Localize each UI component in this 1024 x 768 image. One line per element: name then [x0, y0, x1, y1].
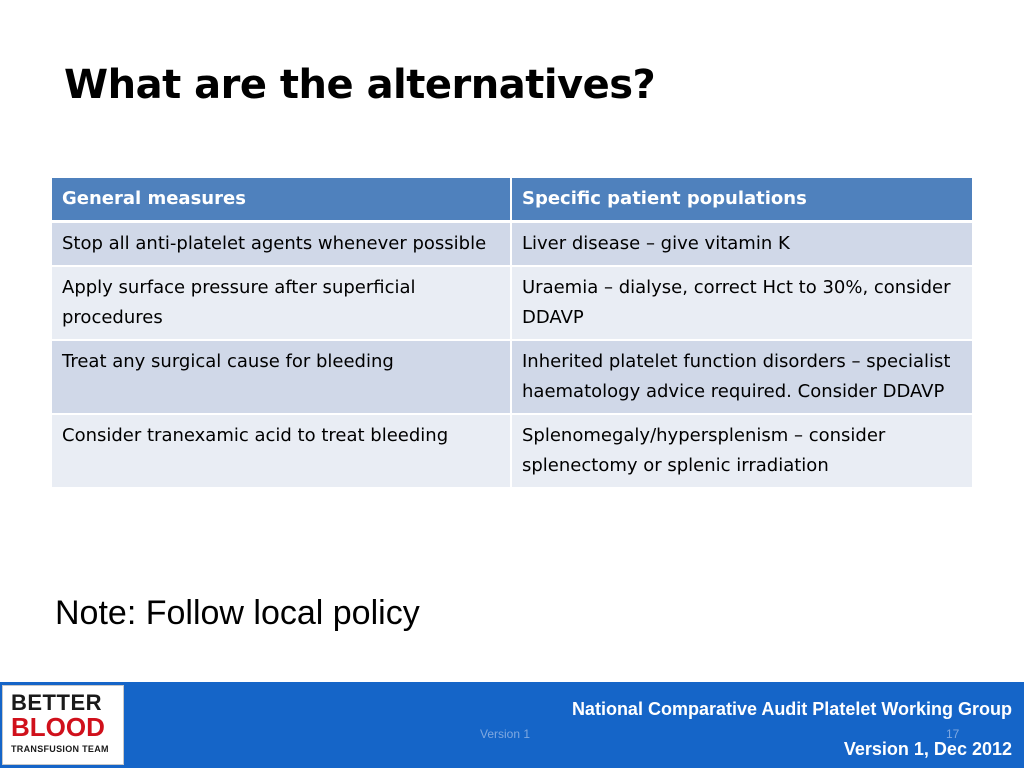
table-row — [52, 341, 972, 415]
footer-group-name: National Comparative Audit Platelet Working Group — [571, 699, 1012, 719]
footer-version-label: Version 1 — [480, 727, 531, 741]
header-general-measures: General measures — [52, 178, 512, 223]
logo-text-transfusion-team: TRANSFUSION TEAM — [11, 744, 109, 754]
logo-text-better: BETTER — [11, 690, 102, 715]
slide-page-number: 17 — [946, 727, 960, 741]
header-specific-patient-populations: Specific patient populations — [512, 178, 972, 223]
table-cell-specific: Liver disease – give vitamin K — [512, 223, 972, 267]
table-cell-general: Stop all anti-platelet agents whenever possible — [52, 223, 512, 267]
table-cell-specific: Inherited platelet function disorders – specialist haematology advice required. Consider DDAVP — [512, 341, 972, 415]
table-cell-specific: Splenomegaly/hypersplenism – consider splenectomy or splenic irradiation — [512, 415, 972, 489]
slide-title: What are the alternatives? — [64, 62, 656, 108]
policy-note: Note: Follow local policy — [55, 594, 420, 632]
table-row — [52, 223, 972, 267]
table-cell-general: Treat any surgical cause for bleeding — [52, 341, 512, 415]
logo-text-blood: BLOOD — [11, 712, 105, 742]
table-cell-general: Consider tranexamic acid to treat bleeding — [52, 415, 512, 489]
table-row — [52, 267, 972, 341]
table-header-row — [52, 178, 972, 223]
alternatives-table — [52, 178, 972, 489]
better-blood-logo — [2, 685, 124, 765]
footer-version-date: Version 1, Dec 2012 — [843, 739, 1012, 759]
table-cell-general: Apply surface pressure after superficial procedures — [52, 267, 512, 341]
table-cell-specific: Uraemia – dialyse, correct Hct to 30%, consider DDAVP — [512, 267, 972, 341]
table-row — [52, 415, 972, 489]
